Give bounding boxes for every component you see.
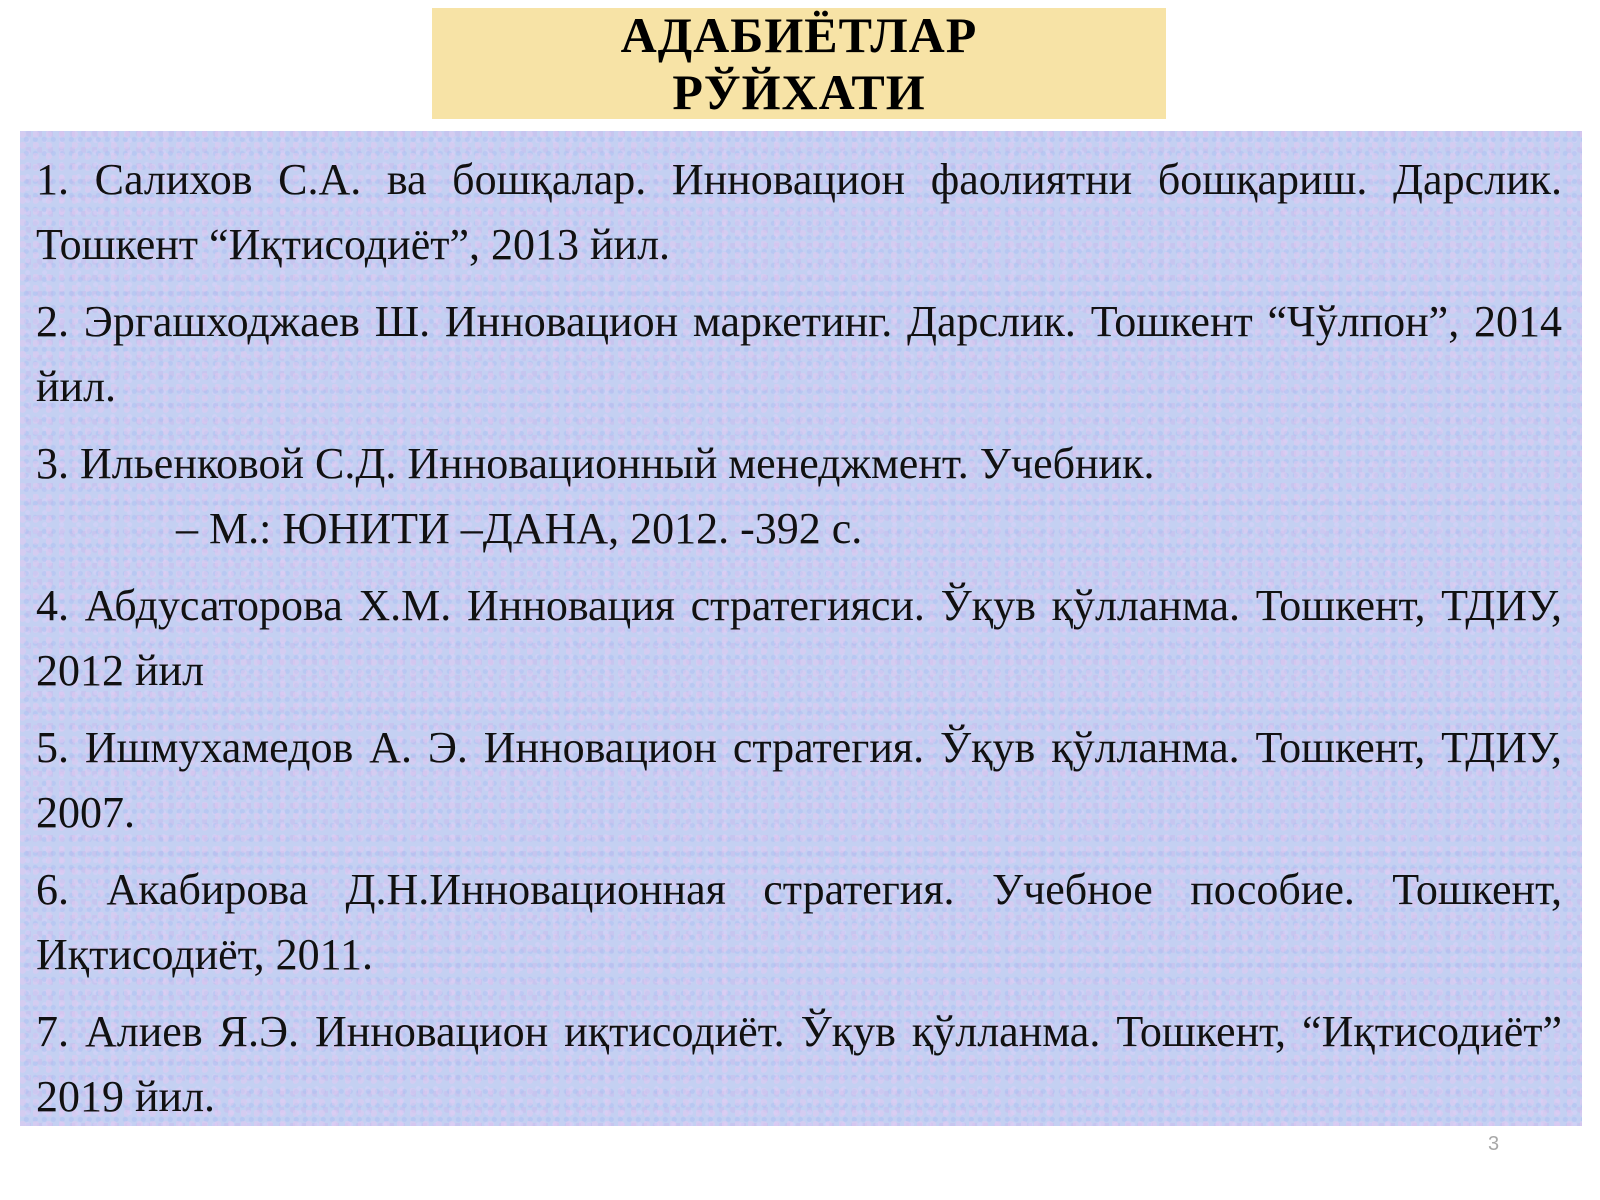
title-line-1: АДАБИЁТЛАР bbox=[620, 6, 978, 63]
reference-item-1: 1. Салихов С.А. ва бошқалар. Инновацион фаолиятни бошқариш. Дарслик. Тошкент “Иқтисодиёт”, 2013 йил. bbox=[36, 155, 1562, 269]
reference-item-5: 5. Ишмухамедов А. Э. Инновацион стратегия. Ўқув қўлланма. Тошкент, ТДИУ, 2007. bbox=[36, 723, 1562, 837]
reference-item-2: 2. Эргашходжаев Ш. Инновацион маркетинг. Дарслик. Тошкент “Чўлпон”, 2014 йил. bbox=[36, 297, 1562, 411]
reference-item-4: 4. Абдусаторова Х.М. Инновация стратегияси. Ўқув қўлланма. Тошкент, ТДИУ, 2012 йил bbox=[36, 581, 1562, 695]
reference-item-3-main: 3. Ильенковой С.Д. Инновационный менеджмент. Учебник. bbox=[36, 439, 1155, 488]
title-box bbox=[432, 8, 1166, 119]
reference-item-7: 7. Алиев Я.Э. Инновацион иқтисодиёт. Ўқув қўлланма. Тошкент, “Иқтисодиёт” 2019 йил. bbox=[36, 1007, 1562, 1121]
page-number: 3 bbox=[1488, 1133, 1500, 1155]
reference-item-3 bbox=[36, 431, 1562, 561]
reference-item-6: 6. Акабирова Д.Н.Инновационная стратегия. Учебное пособие. Тошкент, Иқтисодиёт, 2011. bbox=[36, 865, 1562, 979]
references-list bbox=[20, 131, 1582, 1126]
reference-item-3-continuation: – М.: ЮНИТИ –ДАНА, 2012. -392 с. bbox=[176, 504, 863, 553]
title-line-2: РЎЙХАТИ bbox=[672, 63, 926, 120]
